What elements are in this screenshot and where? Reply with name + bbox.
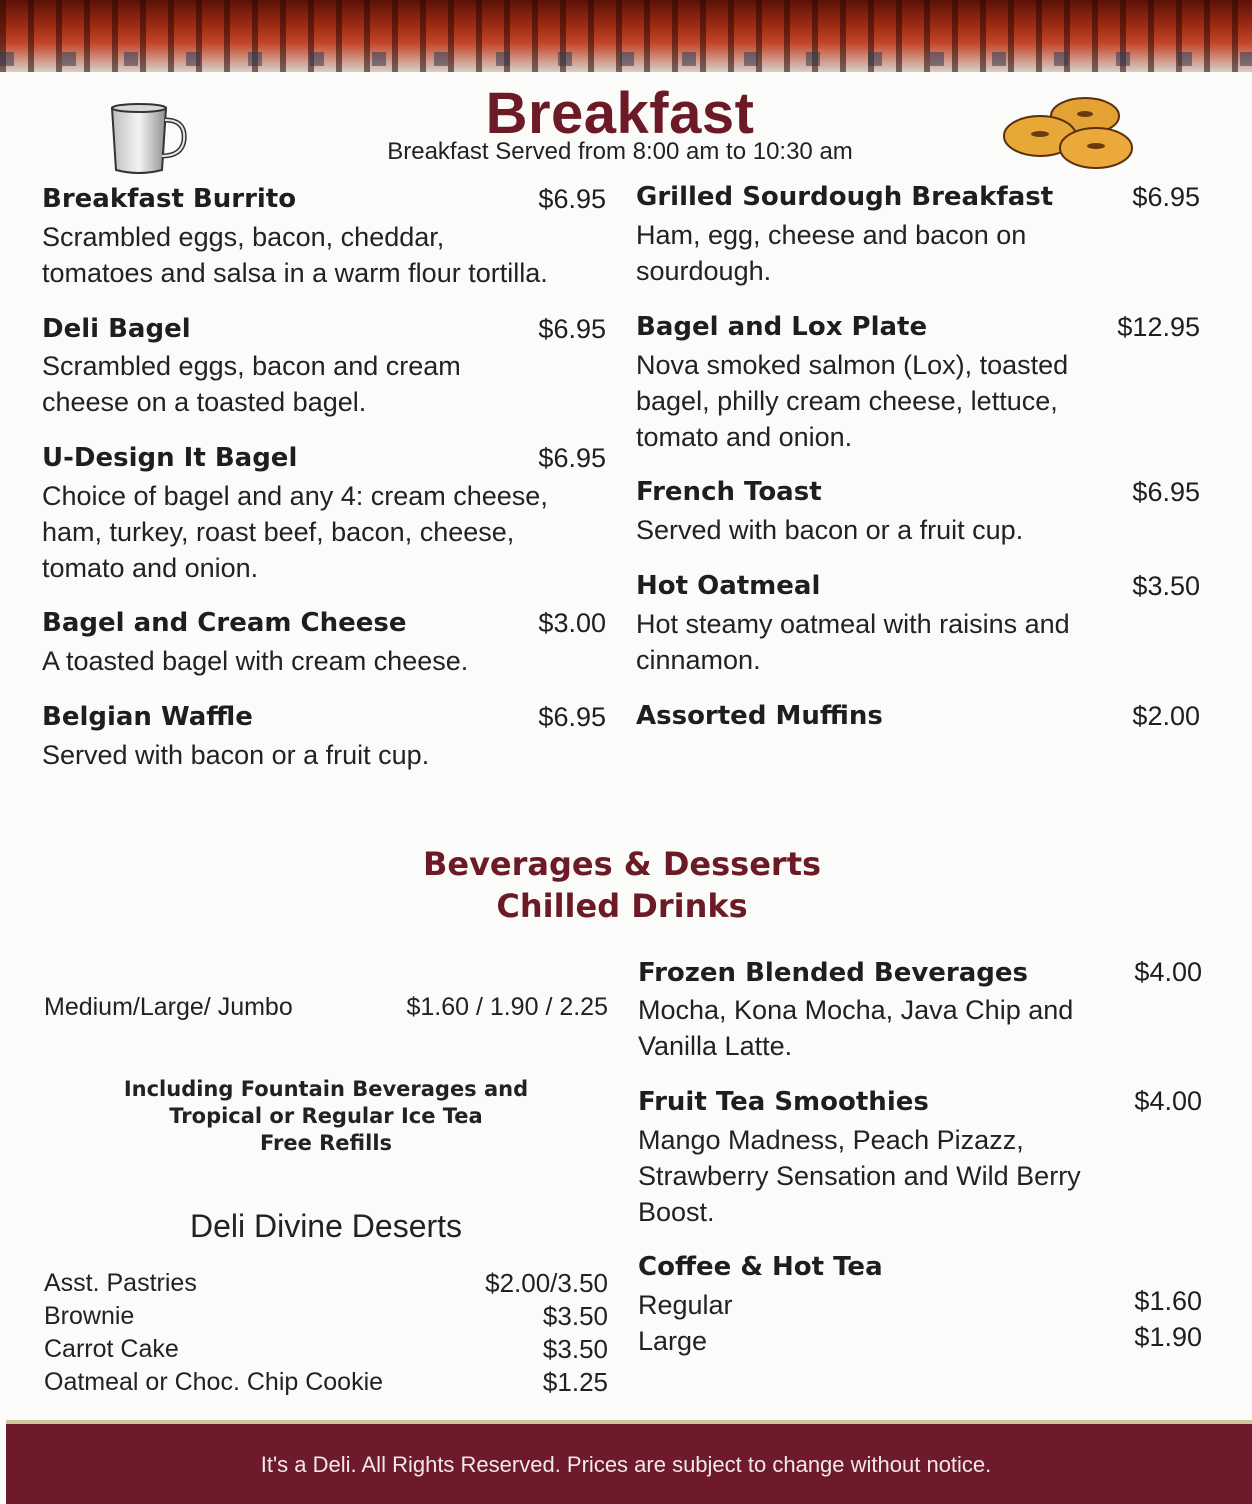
menu-item-name: Breakfast Burrito (42, 184, 297, 214)
dessert-name: Asst. Pastries (44, 1269, 197, 1297)
menu-item-desc: Served with bacon or a fruit cup. (42, 740, 430, 770)
menu-item-desc: ham, turkey, roast beef, bacon, cheese, (42, 517, 515, 547)
menu-item-desc: Mocha, Kona Mocha, Java Chip and (638, 995, 1074, 1025)
menu-item-desc: Served with bacon or a fruit cup. (636, 515, 1024, 545)
menu-item-name: Deli Bagel (42, 314, 191, 344)
menu-item-name: Hot Oatmeal (636, 571, 821, 601)
menu-item-price: $4.00 (1134, 1086, 1202, 1116)
refill-note: Including Fountain Beverages and (123, 1077, 529, 1101)
coffee-size-label: Large (638, 1326, 708, 1356)
menu-item-desc: Hot steamy oatmeal with raisins and (636, 609, 1070, 639)
menu-item-name: French Toast (636, 477, 822, 507)
menu-item-name: Frozen Blended Beverages (638, 958, 1029, 988)
menu-item-price: $12.95 (1117, 312, 1200, 342)
section-heading-chilled-drinks: Chilled Drinks (496, 887, 748, 925)
menu-item-name: Bagel and Cream Cheese (42, 608, 407, 638)
serving-hours: Breakfast Served from 8:00 am to 10:30 am (387, 138, 853, 165)
menu-item-price: $6.95 (538, 702, 606, 732)
menu-item-desc: tomatoes and salsa in a warm flour tortilla. (42, 258, 548, 288)
menu-item-price: $6.95 (538, 184, 606, 214)
menu-item-desc: tomato and onion. (42, 553, 259, 583)
menu-item-desc: Boost. (638, 1197, 715, 1227)
menu-item-name: Belgian Waffle (42, 702, 253, 732)
dessert-price: $1.25 (542, 1367, 608, 1397)
menu-item-desc: sourdough. (636, 256, 772, 286)
menu-item-desc: Mango Madness, Peach Pizazz, (638, 1125, 1024, 1155)
drink-sizes-label: Medium/Large/ Jumbo (44, 993, 293, 1021)
top-banner-image (0, 0, 1252, 72)
coffee-size-label: Regular (638, 1290, 733, 1320)
footer-text: It's a Deli. All Rights Reserved. Prices are subject to change without notice. (260, 1452, 992, 1477)
menu-item-price: $2.00 (1132, 701, 1200, 731)
dessert-price: $3.50 (542, 1334, 608, 1364)
desserts-heading: Deli Divine Deserts (189, 1208, 463, 1244)
dessert-name: Carrot Cake (44, 1335, 179, 1363)
refill-note: Tropical or Regular Ice Tea (169, 1104, 483, 1128)
drink-sizes-price: $1.60 / 1.90 / 2.25 (406, 993, 608, 1021)
dessert-name: Brownie (44, 1302, 135, 1330)
menu-item-name: Bagel and Lox Plate (636, 312, 928, 342)
menu-item-price: $6.95 (538, 314, 606, 344)
menu-item-price: $3.50 (1132, 571, 1200, 601)
menu-item-desc: cinnamon. (636, 645, 761, 675)
section-heading-beverages: Beverages & Desserts (422, 845, 822, 883)
dessert-price: $3.50 (542, 1301, 608, 1331)
menu-item-price: $3.00 (538, 608, 606, 638)
menu-item-desc: bagel, philly cream cheese, lettuce, (636, 386, 1058, 416)
coffee-size-price: $1.90 (1134, 1322, 1202, 1352)
menu-item-desc: Vanilla Latte. (638, 1031, 793, 1061)
coffee-size-price: $1.60 (1134, 1286, 1202, 1316)
menu-item-desc: Strawberry Sensation and Wild Berry (638, 1161, 1081, 1191)
dessert-name: Oatmeal or Choc. Chip Cookie (44, 1368, 384, 1396)
menu-item-name: Coffee & Hot Tea (638, 1252, 883, 1282)
menu-item-desc: Ham, egg, cheese and bacon on (636, 220, 1027, 250)
menu-item-desc: tomato and onion. (636, 422, 853, 452)
dessert-price: $2.00/3.50 (485, 1268, 608, 1298)
menu-item-desc: Scrambled eggs, bacon, cheddar, (42, 222, 445, 252)
menu-item-desc: cheese on a toasted bagel. (42, 387, 367, 417)
refill-note: Free Refills (259, 1131, 393, 1155)
menu-item-price: $6.95 (1132, 477, 1200, 507)
menu-item-name: Assorted Muffins (636, 701, 883, 731)
page-title: Breakfast (485, 81, 755, 146)
menu-item-price: $4.00 (1134, 957, 1202, 987)
menu-item-price: $6.95 (1132, 182, 1200, 212)
menu-item-desc: Choice of bagel and any 4: cream cheese, (42, 481, 548, 511)
menu-item-desc: Scrambled eggs, bacon and cream (42, 351, 461, 381)
menu-item-price: $6.95 (538, 443, 606, 473)
menu-item-name: Grilled Sourdough Breakfast (636, 182, 1054, 212)
menu-item-name: U-Design It Bagel (42, 443, 298, 473)
menu-item-desc: Nova smoked salmon (Lox), toasted (636, 350, 1069, 380)
menu-item-name: Fruit Tea Smoothies (638, 1087, 929, 1117)
menu-item-desc: A toasted bagel with cream cheese. (42, 646, 469, 676)
